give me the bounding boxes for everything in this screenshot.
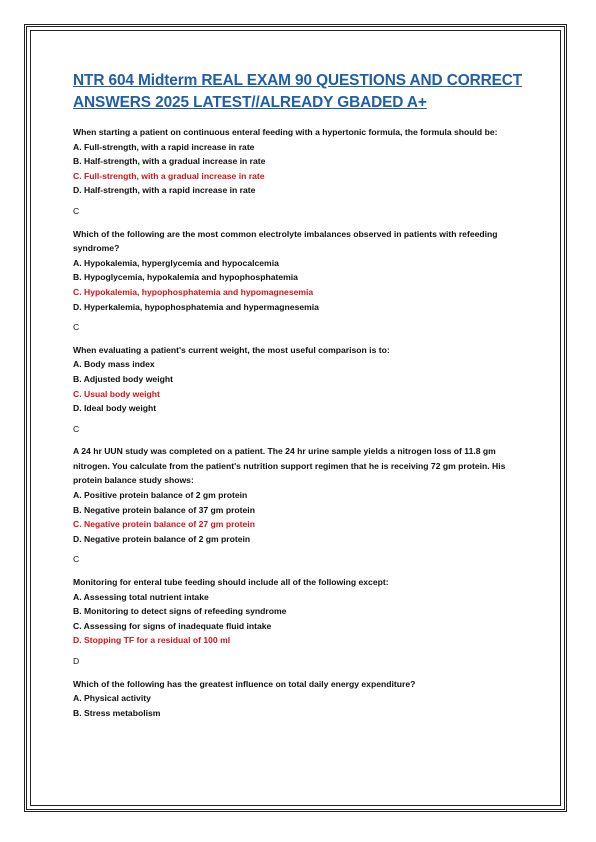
question-text: Which of the following are the most common electrolyte imbalances observed in patients with refeeding syndrome?	[73, 228, 498, 254]
question-text: Which of the following has the greatest influence on total daily energy expenditure?	[73, 678, 416, 689]
answer-option-correct: D. Stopping TF for a residual of 100 ml	[73, 635, 231, 646]
answer-option: A. Body mass index	[73, 359, 155, 370]
answer-option: A. Full-strength, with a rapid increase in rate	[73, 141, 255, 152]
answer-option: B. Half-strength, with a gradual increase in rate	[73, 156, 266, 167]
answer-option-correct: C. Usual body weight	[73, 388, 160, 399]
question-block	[73, 227, 531, 335]
answer-key: C	[73, 554, 80, 565]
answer-option: B. Hypoglycemia, hypokalemia and hypophosphatemia	[73, 272, 298, 283]
answer-key: C	[73, 322, 80, 333]
answer-option: C. Assessing for signs of inadequate fluid intake	[73, 620, 272, 631]
question-text: Monitoring for enteral tube feeding should include all of the following except:	[73, 577, 389, 588]
answer-option: B. Monitoring to detect signs of refeeding syndrome	[73, 606, 287, 617]
question-text: A 24 hr UUN study was completed on a patient. The 24 hr urine sample yields a nitrogen loss of 11.8 gm nitrogen. You calculate from the patient's nutrition support regimen that he is receiving 72 gm protein. His protein balance study shows:	[73, 446, 506, 486]
question-list	[73, 125, 531, 720]
answer-option: D. Negative protein balance of 2 gm protein	[73, 533, 251, 544]
answer-option: B. Stress metabolism	[73, 707, 161, 718]
question-text: When evaluating a patient's current weight, the most useful comparison is to:	[73, 344, 390, 355]
question-text: When starting a patient on continuous enteral feeding with a hypertonic formula, the formula should be:	[73, 127, 498, 137]
question-block	[73, 125, 531, 219]
answer-option: A. Physical activity	[73, 693, 151, 704]
answer-option-correct: C. Negative protein balance of 27 gm protein	[73, 519, 255, 530]
document-body	[73, 70, 531, 720]
answer-option: A. Assessing total nutrient intake	[73, 591, 209, 602]
answer-option: A. Hypokalemia, hyperglycemia and hypocalcemia	[73, 257, 279, 268]
answer-option: A. Positive protein balance of 2 gm protein	[73, 490, 248, 501]
answer-option: B. Adjusted body weight	[73, 373, 173, 384]
question-block	[73, 575, 531, 669]
question-block	[73, 677, 531, 721]
answer-option: B. Negative protein balance of 37 gm protein	[73, 504, 255, 515]
question-block	[73, 444, 531, 567]
answer-key: C	[73, 205, 80, 216]
question-block	[73, 343, 531, 437]
answer-key: D	[73, 656, 80, 666]
answer-key: C	[73, 423, 80, 434]
document-title[interactable]: NTR 604 Midterm REAL EXAM 90 QUESTIONS AND CORRECT ANSWERS 2025 LATEST//ALREADY GBADED A+	[73, 72, 523, 111]
answer-option-correct: C. Full-strength, with a gradual increase in rate	[73, 170, 265, 181]
answer-option-correct: C. Hypokalemia, hypophosphatemia and hypomagnesemia	[73, 286, 314, 297]
answer-option: D. Hyperkalemia, hypophosphatemia and hypermagnesemia	[73, 301, 319, 312]
answer-option: D. Half-strength, with a rapid increase in rate	[73, 185, 256, 196]
answer-option: D. Ideal body weight	[73, 403, 157, 414]
